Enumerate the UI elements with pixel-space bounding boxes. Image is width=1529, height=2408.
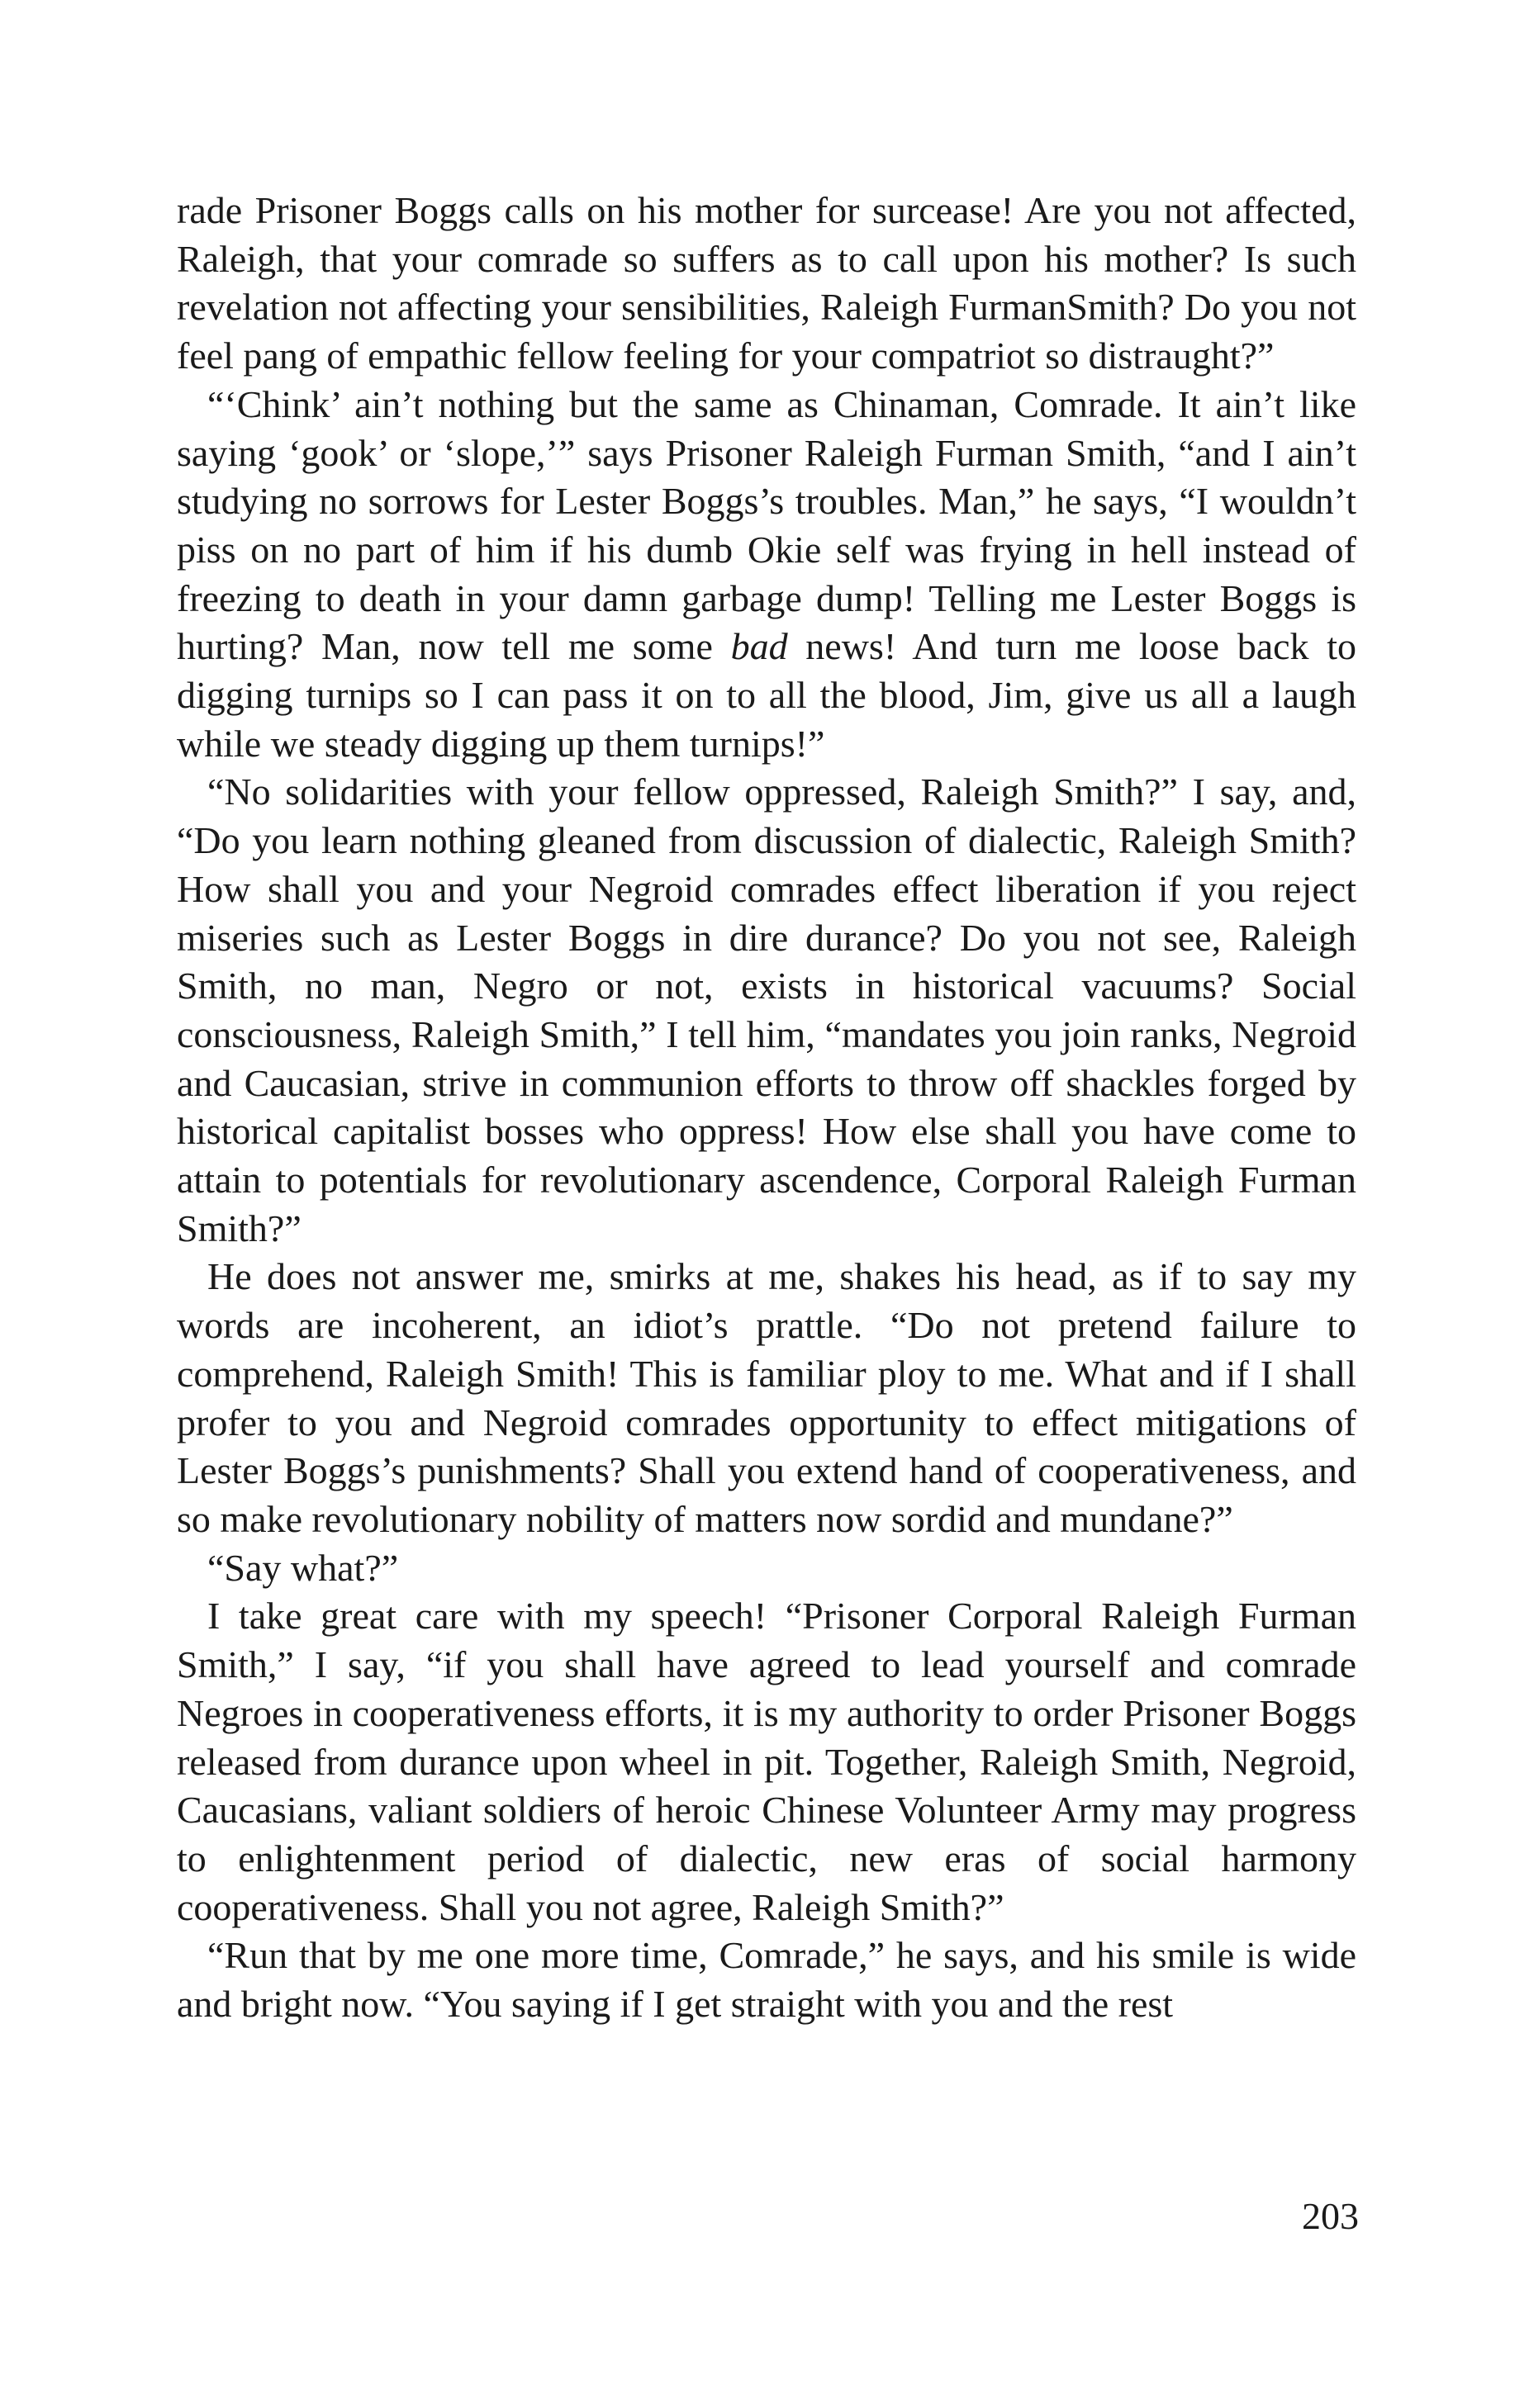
paragraph-4: [177, 1253, 1356, 1543]
paragraph-6: [177, 1592, 1356, 1932]
paragraph-2: [177, 381, 1356, 769]
paragraph-1-text: rade Prisoner Boggs calls on his mother for surcease! Are you not affected, Raleigh, that your comrade so suffers as to call upon his mother? Is such revelation not affecting your sensibilities, Raleigh FurmanSmith? Do you not feel pang of empathic fellow feeling for your compatriot so distraught?”: [177, 189, 1356, 377]
paragraph-3-text: “No solidarities with your fellow oppressed, Raleigh Smith?” I say, and, “Do you learn nothing gleaned from discussion of dialectic, Raleigh Smith? How shall you and your Negroid comrades effect liberation if you reject miseries such as Lester Boggs in dire durance? Do you not see, Raleigh Smith, no man, Negro or not, exists in historical vacuums? Social consciousness, Raleigh Smith,” I tell him, “mandates you join ranks, Negroid and Caucasian, strive in communion efforts to throw off shackles forged by historical capitalist bosses who oppress! How else shall you have come to attain to potentials for revolutionary ascendence, Corporal Raleigh Furman Smith?”: [177, 770, 1356, 1249]
paragraph-1: [177, 187, 1356, 381]
paragraph-2-text-a: “‘Chink’ ain’t nothing but the same as Chinaman, Comrade. It ain’t like saying ‘gook’ or ‘slope,’” says Prisoner Raleigh Furman Smith, “and I ain’t studying no sorrows for Lester Boggs’s troubles. Man,” he says, “I wouldn’t piss on no part of him if his dumb Okie self was frying in hell instead of freezing to death in your damn garbage dump! Telling me Lester Boggs is hurting? Man, now tell me some: [177, 382, 1356, 668]
paragraph-4-text: He does not answer me, smirks at me, shakes his head, as if to say my words are incoherent, an idiot’s prattle. “Do not pretend failure to comprehend, Raleigh Smith! This is familiar ploy to me. What and if I shall profer to you and Negroid comrades opportunity to effect mitigations of Lester Boggs’s punishments? Shall you extend hand of cooperativeness, and so make revolutionary nobility of matters now sordid and mundane?”: [177, 1255, 1356, 1540]
paragraph-3: [177, 768, 1356, 1253]
paragraph-5: [177, 1544, 1356, 1593]
paragraph-2-italic-word: bad: [730, 625, 788, 668]
paragraph-2-text-b: news! And turn me loose back to digging turnips so I can pass it on to all the blood, Jim, give us all a laugh while we steady digging up them turnips!”: [177, 625, 1357, 765]
paragraph-7: [177, 1932, 1356, 2028]
paragraph-5-text: “Say what?”: [207, 1546, 399, 1589]
page-number: 203: [1302, 2195, 1359, 2237]
paragraph-7-text: “Run that by me one more time, Comrade,” he says, and his smile is wide and bright now. “You saying if I get straight with you and the rest: [177, 1934, 1356, 2026]
body-text: [177, 187, 1356, 2029]
paragraph-6-text: I take great care with my speech! “Prisoner Corporal Raleigh Furman Smith,” I say, “if you shall have agreed to lead yourself and comrade Negroes in cooperativeness efforts, it is my authority to order Prisoner Boggs released from durance upon wheel in pit. Together, Raleigh Smith, Negroid, Caucasians, valiant soldiers of heroic Chinese Volunteer Army may progress to enlightenment period of dialectic, new eras of social harmony cooperativeness. Shall you not agree, Raleigh Smith?”: [177, 1595, 1356, 1928]
